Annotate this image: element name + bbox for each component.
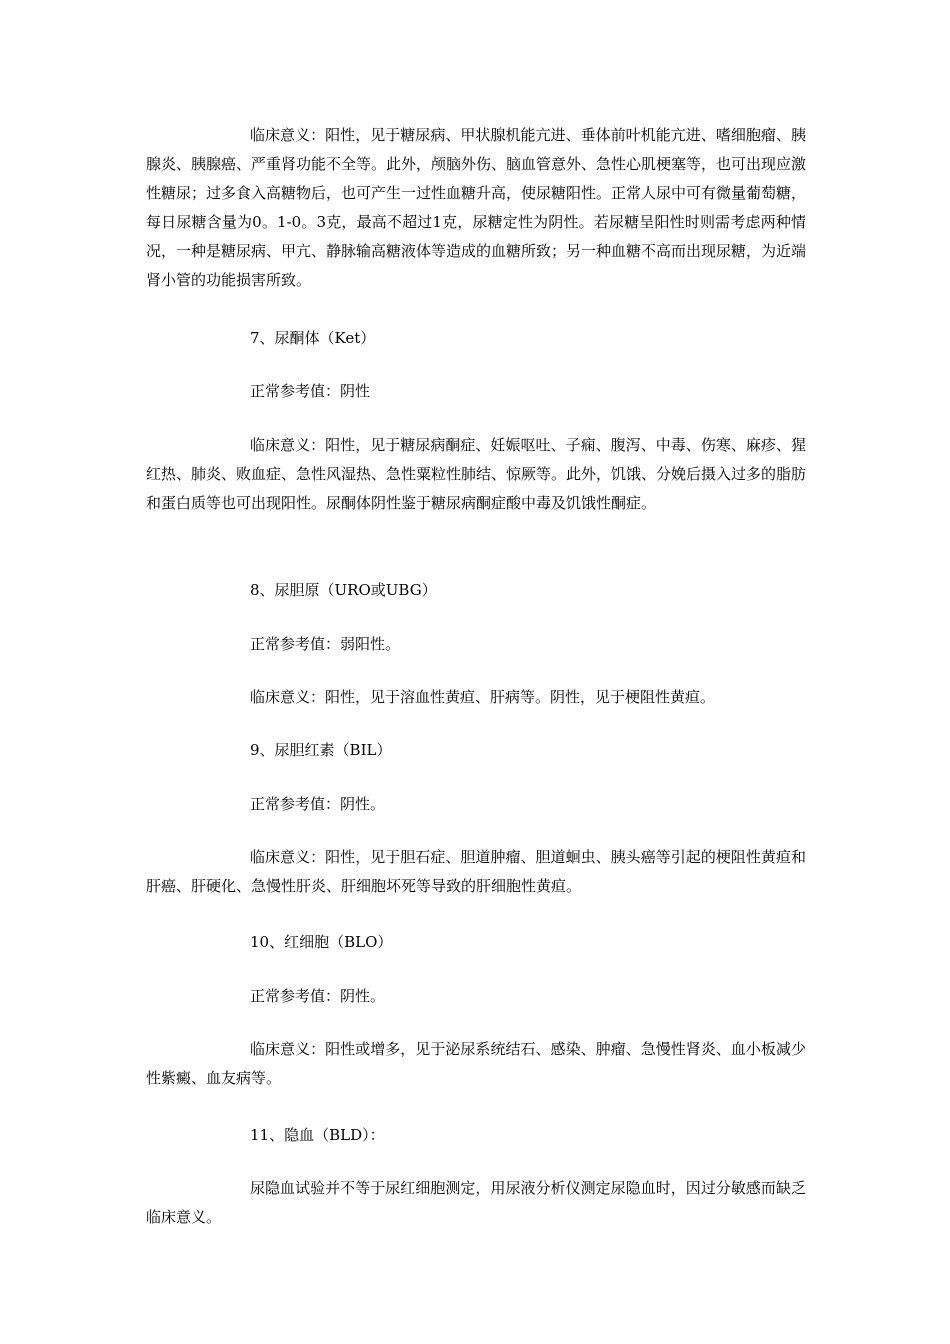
paragraph-glucose-clinical-significance: 临床意义：阳性，见于糖尿病、甲状腺机能亢进、垂体前叶机能亢进、嗜细胞瘤、胰腺炎、胰腺癌、严重肾功能不全等。此外，颅脑外伤、脑血管意外、急性心肌梗塞等，也可出现应激性糖尿；过多食入高糖物后，也可产生一过性血糖升高，使尿糖阳性。正常人尿中可有微量葡萄糖，每日尿糖含量为0。1-0。3克，最高不超过1克，尿糖定性为阴性。若尿糖呈阳性时则需考虑两种情况，一种是糖尿病、甲亢、静脉输高糖液体等造成的血糖所致；另一种血糖不高而出现尿糖，为近端肾小管的功能损害所致。 bbox=[146, 126, 807, 289]
heading-urobilinogen: 8、尿胆原（URO或UBG） bbox=[250, 581, 437, 599]
paragraph-urobilinogen-clinical-significance: 临床意义：阳性，见于溶血性黄疸、肝病等。阴性，见于梗阻性黄疸。 bbox=[250, 688, 716, 706]
paragraph-rbc-clinical-significance: 临床意义：阳性或增多，见于泌尿系统结石、感染、肿瘤、急慢性肾炎、血小板减少性紫癜、血友病等。 bbox=[146, 1040, 806, 1087]
paragraph-occult-blood: 尿隐血试验并不等于尿红细胞测定，用尿液分析仪测定尿隐血时，因过分敏感而缺乏临床意义。 bbox=[146, 1179, 806, 1226]
paragraph-ketone-clinical-significance: 临床意义：阳性，见于糖尿病酮症、妊娠呕吐、子痫、腹泻、中毒、伤寒、麻疹、猩红热、肺炎、败血症、急性风湿热、急性粟粒性肺结、惊厥等。此外，饥饿、分娩后摄入过多的脂肪和蛋白质等也可出现阳性。尿酮体阴性鉴于糖尿病酮症酸中毒及饥饿性酮症。 bbox=[146, 436, 807, 512]
bilirubin-reference-value: 正常参考值：阴性。 bbox=[250, 795, 386, 813]
heading-bilirubin: 9、尿胆红素（BIL） bbox=[250, 741, 392, 759]
paragraph-bilirubin-clinical-significance: 临床意义：阳性，见于胆石症、胆道肿瘤、胆道蛔虫、胰头癌等引起的梗阻性黄疸和肝癌、肝硬化、急慢性肝炎、肝细胞坏死等导致的肝细胞性黄疸。 bbox=[146, 848, 806, 895]
heading-red-blood-cells: 10、红细胞（BLO） bbox=[250, 933, 393, 951]
heading-occult-blood: 11、隐血（BLD）： bbox=[250, 1126, 385, 1144]
rbc-reference-value: 正常参考值：阴性。 bbox=[250, 987, 386, 1005]
ketone-reference-value: 正常参考值：阴性 bbox=[250, 382, 371, 400]
heading-urine-ketone: 7、尿酮体（Ket） bbox=[250, 329, 376, 347]
urobilinogen-reference-value: 正常参考值：弱阳性。 bbox=[250, 635, 401, 653]
